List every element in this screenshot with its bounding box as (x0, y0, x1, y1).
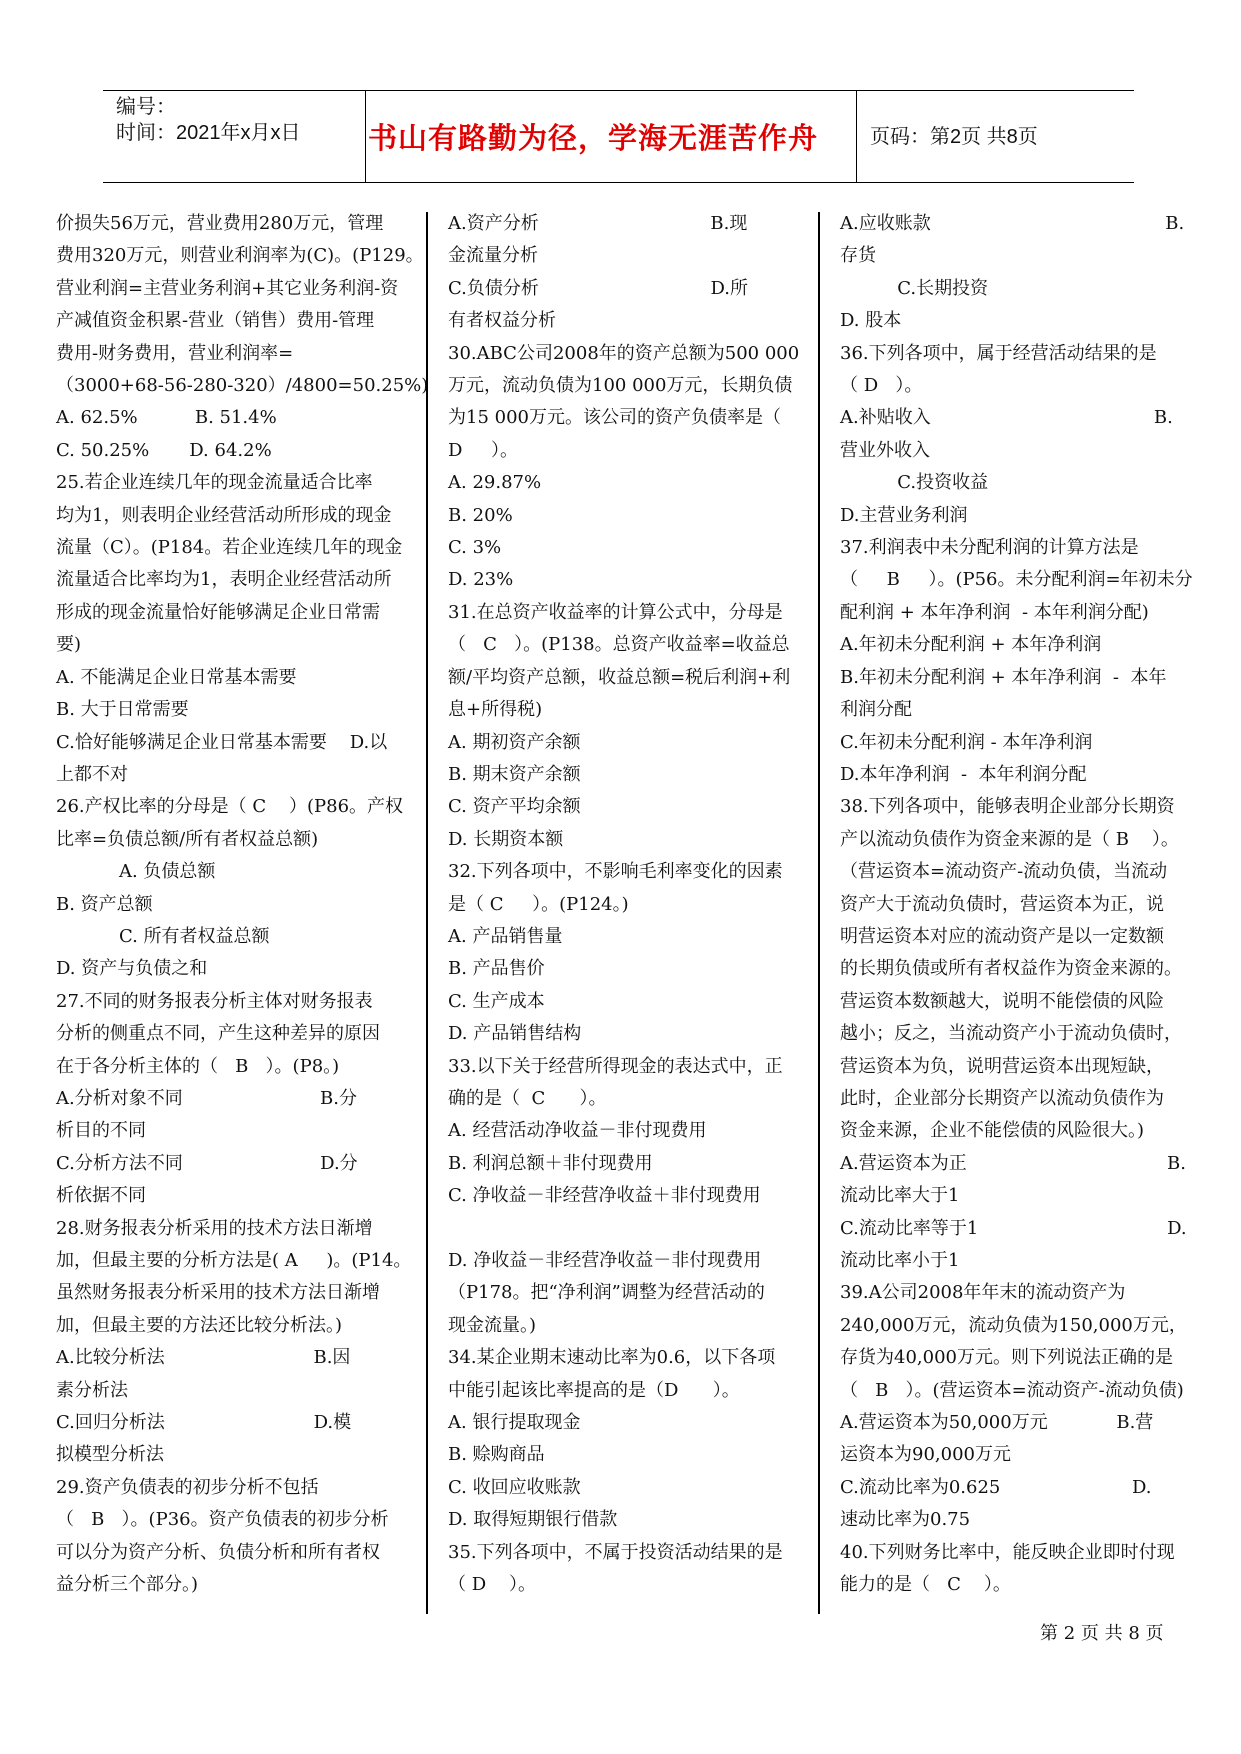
text-line: 虽然财务报表分析采用的技术方法日渐增 (56, 1282, 380, 1304)
column-separator-1 (426, 212, 428, 1614)
text-line: 析目的不同 (56, 1120, 146, 1142)
text-line: 析依据不同 (56, 1185, 146, 1207)
text-line: 加，但最主要的分析方法是( A )。(P14。 (56, 1250, 412, 1271)
text-line: C. 所有者权益总额 (56, 925, 270, 947)
text-line: C.年初未分配利润 - 本年净利润 (840, 731, 1093, 753)
text-line: （ C ）。(P138。总资产收益率=收益总 (448, 634, 790, 656)
text-line: C.回归分析法 D.模 (56, 1412, 352, 1434)
text-line: C.流动比率等于1 D. (840, 1217, 1187, 1239)
text-line: 33.以下关于经营所得现金的表达式中，正 (448, 1055, 783, 1077)
text-line: A.营运资本为正 B. (840, 1152, 1186, 1174)
text-line: C.流动比率为0.625 D. (840, 1476, 1152, 1498)
column-separator-2 (818, 212, 820, 1614)
text-line: B. 20% (448, 504, 513, 526)
text-line: C. 收回应收账款 (448, 1476, 581, 1498)
text-line: 上都不对 (56, 763, 128, 785)
text-line: 流量（C）。(P184。若企业连续几年的现金 (56, 537, 403, 559)
text-line: 速动比率为0.75 (840, 1509, 971, 1531)
text-line: 均为1，则表明企业经营活动所形成的现金 (56, 504, 392, 526)
text-line: 明营运资本对应的流动资产是以一定数额 (840, 925, 1164, 947)
text-line: D.本年净利润 - 本年利润分配 (840, 763, 1087, 785)
text-line: A.分析对象不同 B.分 (56, 1087, 357, 1109)
text-line: （营运资本=流动资产-流动负债，当流动 (840, 861, 1168, 883)
text-line: 31.在总资产收益率的计算公式中，分母是 (448, 601, 783, 623)
text-line: C.恰好能够满足企业日常基本需要 D.以 (56, 731, 388, 753)
text-line: 越小；反之，当流动资产小于流动负债时， (840, 1023, 1182, 1045)
text-line: 额/平均资产总额，收益总额=税后利润+利 (448, 666, 791, 688)
text-line: 38.下列各项中，能够表明企业部分长期资 (840, 796, 1175, 818)
text-line: 营运资本为负，说明营运资本出现短缺， (840, 1055, 1164, 1077)
text-line: A. 经营活动净收益－非付现费用 (448, 1120, 707, 1142)
text-line: A.年初未分配利润 + 本年净利润 (840, 634, 1102, 656)
text-line: 加，但最主要的方法还比较分析法。) (56, 1314, 343, 1336)
text-line: 费用-财务费用，营业利润率= (56, 342, 294, 364)
text-line: 确的是（ C ）。 (448, 1087, 607, 1109)
text-line: 配利润 + 本年净利润 - 本年利润分配) (840, 601, 1149, 623)
text-line: D ）。 (448, 439, 519, 461)
text-line: 的长期负债或所有者权益作为资金来源的。 (840, 958, 1182, 980)
document-number-label: 编号： (116, 96, 176, 118)
text-line: 产以流动负债作为资金来源的是（ B ）。 (840, 828, 1179, 850)
text-line: 29.资产负债表的初步分析不包括 (56, 1476, 319, 1498)
text-line: 比率=负债总额/所有者权益总额) (56, 828, 319, 850)
text-line: 40.下列财务比率中，能反映企业即时付现 (840, 1541, 1175, 1563)
text-line (448, 1213, 823, 1245)
text-line: 流动比率小于1 (840, 1250, 960, 1271)
text-line: A. 29.87% (448, 472, 542, 494)
text-line: 是（ C ）。(P124。) (448, 893, 629, 915)
text-line: 240,000万元，流动负债为150,000万元， (840, 1314, 1187, 1336)
text-line: 36.下列各项中，属于经营活动结果的是 (840, 342, 1157, 364)
text-line: （ D ）。 (840, 375, 923, 397)
text-line: B. 产品售价 (448, 958, 545, 980)
text-line: B. 期末资产余额 (448, 763, 581, 785)
text-line: C.负债分析 D.所 (448, 277, 749, 299)
text-line: 25.若企业连续几年的现金流量适合比率 (56, 472, 373, 494)
text-line: 金流量分析 (448, 245, 538, 267)
text-line: 万元，流动负债为100 000万元，长期负债 (448, 375, 793, 397)
text-line: D. 23% (448, 569, 514, 591)
text-line: 益分析三个部分。) (56, 1574, 199, 1596)
text-line: D. 产品销售结构 (448, 1023, 582, 1045)
text-line: 27.不同的财务报表分析主体对财务报表 (56, 990, 373, 1012)
text-line: 资金来源，企业不能偿债的风险很大。) (840, 1120, 1145, 1142)
text-line: （P178。把“净利润”调整为经营活动的 (448, 1282, 765, 1304)
text-line: 利润分配 (840, 699, 912, 721)
text-line: 34.某企业期末速动比率为0.6，以下各项 (448, 1347, 776, 1369)
text-line: A.营运资本为50,000万元 B.营 (840, 1412, 1154, 1434)
text-line: （ B ）。(营运资本=流动资产-流动负债) (840, 1379, 1184, 1401)
text-line: 28.财务报表分析采用的技术方法日渐增 (56, 1217, 373, 1239)
text-line: 35.下列各项中，不属于投资活动结果的是 (448, 1541, 783, 1563)
text-line: 存货 (840, 245, 876, 267)
header-bottom-rule (103, 182, 1134, 183)
text-line: A. 期初资产余额 (448, 731, 581, 753)
text-line: 拟模型分析法 (56, 1444, 164, 1466)
text-line: A. 产品销售量 (448, 925, 563, 947)
text-line: 营业外收入 (840, 439, 930, 461)
text-line: C.投资收益 (840, 472, 989, 494)
text-line: 息+所得税) (448, 699, 543, 721)
text-line: 流动比率大于1 (840, 1185, 960, 1207)
text-line: C. 50.25% D. 64.2% (56, 439, 272, 461)
text-line: B. 大于日常需要 (56, 699, 189, 721)
text-column-middle (448, 208, 823, 1601)
text-line: 分析的侧重点不同，产生这种差异的原因 (56, 1023, 380, 1045)
text-line: 形成的现金流量恰好能够满足企业日常需 (56, 601, 380, 623)
header-top-rule (103, 90, 1134, 91)
text-line: C. 3% (448, 537, 502, 559)
text-line: 存货为40,000万元。则下列说法正确的是 (840, 1347, 1173, 1369)
text-line: C. 资产平均余额 (448, 796, 581, 818)
text-line: D. 长期资本额 (448, 828, 564, 850)
text-line: C. 净收益－非经营净收益＋非付现费用 (448, 1185, 761, 1207)
text-line: C.长期投资 (840, 277, 989, 299)
text-line: 资产大于流动负债时，营运资本为正，说 (840, 893, 1164, 915)
text-line: A.比较分析法 B.因 (56, 1347, 351, 1369)
text-line: 营业利润=主营业务利润+其它业务利润-资 (56, 277, 399, 299)
text-line: 营运资本数额越大，说明不能偿债的风险 (840, 990, 1164, 1012)
header-divider-right (856, 90, 857, 182)
text-line: D. 净收益－非经营净收益－非付现费用 (448, 1250, 762, 1271)
text-line: D. 股本 (840, 310, 902, 332)
text-line: 流量适合比率均为1，表明企业经营活动所 (56, 569, 392, 591)
text-line: A. 62.5% B. 51.4% (56, 407, 277, 429)
text-line: 为15 000万元。该公司的资产负债率是（ (448, 407, 781, 429)
text-line: A. 负债总额 (56, 861, 216, 883)
text-column-left (56, 208, 431, 1601)
text-column-right (840, 208, 1220, 1601)
text-line: 此时，企业部分长期资产以流动负债作为 (840, 1087, 1164, 1109)
text-line: 价损失56万元，营业费用280万元，管理 (56, 213, 384, 234)
header-divider-left (365, 90, 366, 182)
text-line: 产减值资金积累-营业（销售）费用-管理 (56, 310, 375, 332)
text-line: 在于各分析主体的（ B ）。(P8。) (56, 1055, 340, 1077)
text-line: A.资产分析 B.现 (448, 213, 748, 234)
text-line: 费用320万元，则营业利润率为(C)。(P129。 (56, 245, 424, 267)
text-line: 30.ABC公司2008年的资产总额为500 000 (448, 342, 800, 364)
page-footer: 第 2 页 共 8 页 (1040, 1623, 1164, 1644)
text-line: 39.A公司2008年年末的流动资产为 (840, 1282, 1126, 1304)
text-line: （ B ）。(P56。未分配利润=年初未分 (840, 569, 1193, 591)
text-line: 现金流量。) (448, 1314, 537, 1336)
text-line: 可以分为资产分析、负债分析和所有者权 (56, 1541, 380, 1563)
text-line: 能力的是（ C ）。 (840, 1574, 1011, 1596)
text-line: B. 利润总额＋非付现费用 (448, 1152, 653, 1174)
text-line: A.补贴收入 B. (840, 407, 1173, 429)
text-line: 26.产权比率的分母是（ C ）(P86。产权 (56, 796, 404, 818)
text-line: 素分析法 (56, 1379, 128, 1401)
text-line: 32.下列各项中，不影响毛利率变化的因素 (448, 861, 783, 883)
document-time-label: 时间：2021年x月x日 (116, 122, 301, 144)
text-line: C.分析方法不同 D.分 (56, 1152, 358, 1174)
text-line: 有者权益分析 (448, 310, 556, 332)
text-line: D.主营业务利润 (840, 504, 968, 526)
text-line: 运资本为90,000万元 (840, 1444, 1011, 1466)
text-line: B. 资产总额 (56, 893, 153, 915)
text-line: 中能引起该比率提高的是（D ）。 (448, 1379, 740, 1401)
text-line: A.应收账款 B. (840, 213, 1185, 234)
text-line: 要) (56, 634, 82, 656)
text-line: （ D ）。 (448, 1574, 537, 1596)
text-line: B.年初未分配利润 + 本年净利润 - 本年 (840, 666, 1167, 688)
header-page-code: 页码：第2页 共8页 (870, 126, 1038, 148)
text-line: A. 银行提取现金 (448, 1412, 581, 1434)
header-motto: 书山有路勤为径，学海无涯苦作舟 (368, 121, 819, 155)
text-line: C. 生产成本 (448, 990, 545, 1012)
text-line: A. 不能满足企业日常基本需要 (56, 666, 297, 688)
text-line: （ B ）。(P36。资产负债表的初步分析 (56, 1509, 389, 1531)
text-line: D. 资产与负债之和 (56, 958, 208, 980)
text-line: （3000+68-56-280-320）/4800=50.25%) (56, 375, 429, 397)
text-line: 37.利润表中未分配利润的计算方法是 (840, 537, 1139, 559)
text-line: B. 赊购商品 (448, 1444, 545, 1466)
text-line: D. 取得短期银行借款 (448, 1509, 618, 1531)
